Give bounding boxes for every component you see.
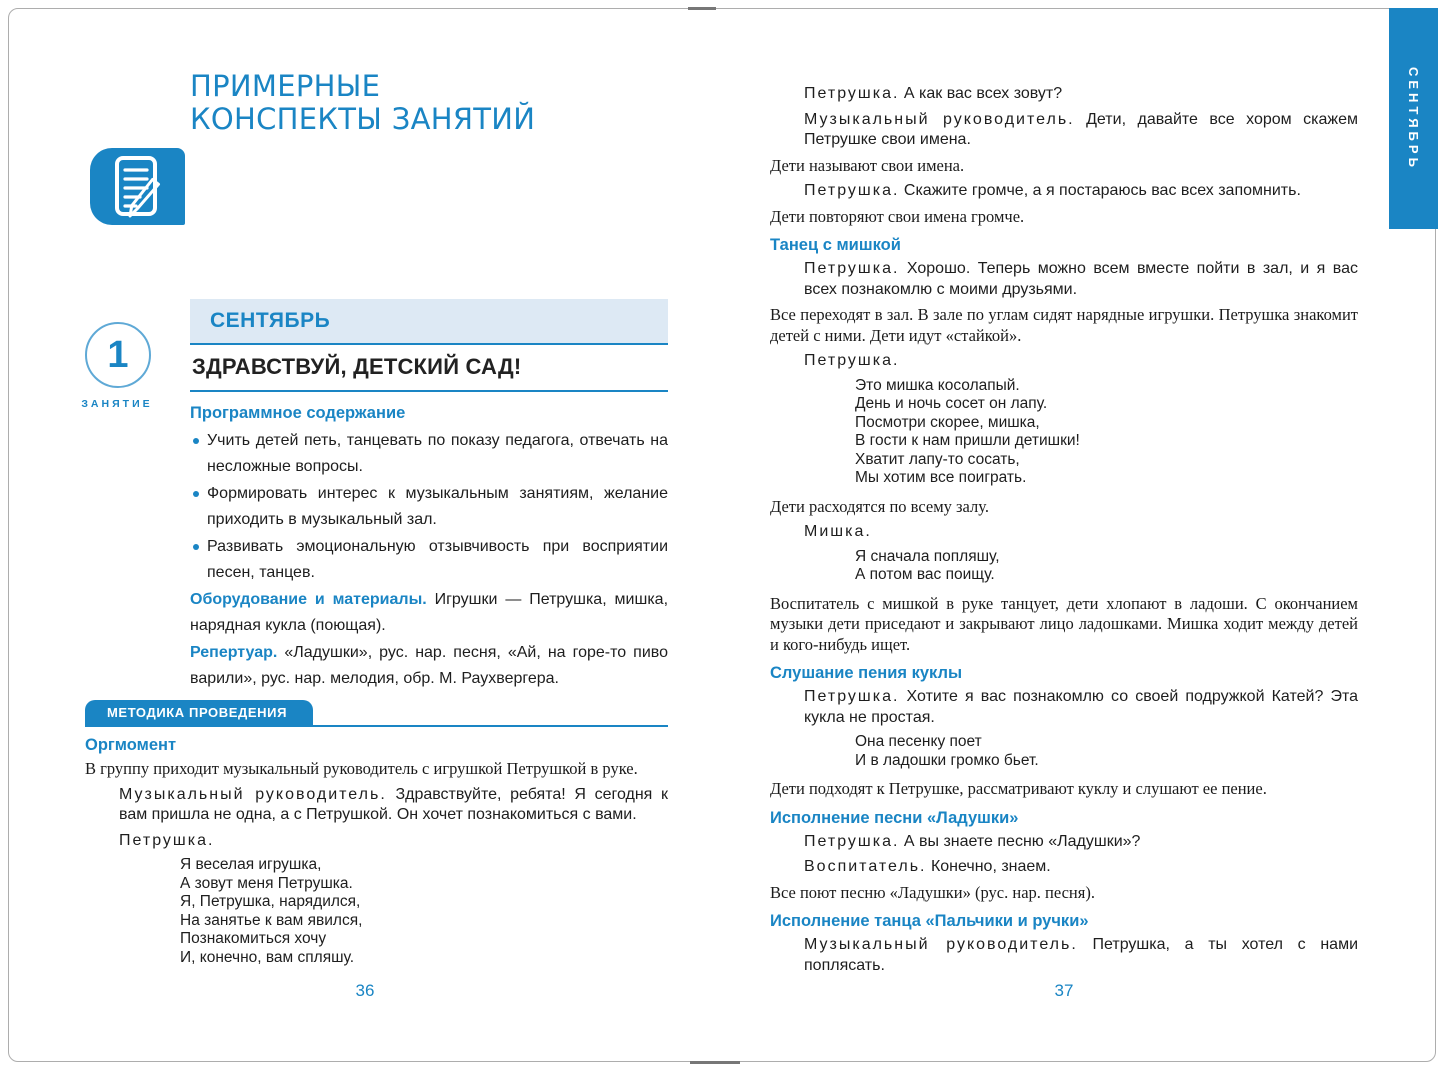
divider-rule: [85, 725, 668, 727]
lesson-badge-label: ЗАНЯТИЕ: [81, 398, 153, 410]
dialog-paragraph: Музыкальный руководитель. Петрушка, а ты хотел с нами поплясать.: [804, 936, 1359, 974]
poem-line: А потом вас поищу.: [855, 566, 995, 583]
lesson-header: [81, 299, 669, 692]
divider-rule: [190, 390, 668, 392]
poem-line: Это мишка косолапый.: [855, 376, 1020, 394]
speaker-name: Петрушка.: [804, 352, 900, 369]
method-tab: МЕТОДИКА ПРОВЕДЕНИЯ: [85, 700, 313, 725]
speaker-name: Музыкальный руководитель.: [804, 110, 1075, 128]
dialog-paragraph: Музыкальный руководитель. Дети, давайте все хором скажем Петрушке свои имена.: [804, 110, 1358, 148]
speaker-line: [119, 831, 668, 852]
poem-line: В гости к нам пришли детишки!: [855, 432, 1080, 449]
poem-line: Посмотри скорее, мишка,: [855, 413, 1040, 431]
right-page-content: [770, 72, 1358, 976]
stage-direction: Дети подходят к Петрушке, рассматривают куклу и слушают ее пение.: [770, 779, 1267, 798]
program-content-section: [190, 404, 668, 692]
poem-line: Я, Петрушка, нарядился,: [180, 893, 361, 910]
poem-line: Познакомиться хочу: [180, 930, 327, 947]
poem-line: А зовут меня Петрушка.: [180, 874, 353, 892]
poem-line: Она песенку поет: [855, 733, 982, 750]
dialog-paragraph: Петрушка. А как вас всех зовут?: [804, 85, 1063, 102]
month-band: [190, 299, 668, 343]
section-heading: Слушание пения куклы: [770, 664, 963, 682]
speaker-name: Петрушка.: [804, 182, 900, 199]
speaker-name: Воспитатель.: [804, 858, 927, 875]
speaker-line: [804, 351, 1358, 372]
stage-direction: Дети называют свои имена.: [770, 155, 965, 175]
lesson-number-badge: [85, 322, 151, 388]
binding-mark-top: [688, 7, 716, 10]
speaker-name: Музыкальный руководитель.: [119, 785, 387, 803]
equipment-text: Игрушки — Петрушка, мишка, нарядная кукла (поющая).: [190, 591, 669, 634]
document-pencil-icon: [90, 148, 185, 225]
repertoire-paragraph: [190, 640, 668, 692]
poem: [855, 733, 1358, 770]
left-page-content: [85, 736, 668, 967]
objective-item: Формировать интерес к музыкальным занятиям, желание приходить в музыкальный зал.: [190, 481, 668, 533]
dialog-paragraph: Петрушка. Хорошо. Теперь можно всем вместе пойти в зал, и я вас всех познакомлю с моими друзьями.: [804, 260, 1358, 298]
stage-direction: Все поют песню «Ладушки» (рус. нар. песня).: [770, 882, 1095, 902]
section-heading: Исполнение танца «Пальчики и ручки»: [770, 912, 1089, 930]
stage-direction: В группу приходит музыкальный руководитель с игрушкой Петрушкой в руке.: [85, 759, 638, 778]
lesson-number: 1: [107, 333, 129, 376]
speaker-line: [804, 522, 1358, 543]
program-heading: Программное содержание: [190, 404, 406, 422]
lesson-title: ЗДРАВСТВУЙ, ДЕТСКИЙ САД!: [192, 354, 522, 379]
speaker-name: Петрушка.: [119, 831, 215, 849]
month-band-label: СЕНТЯБРЬ: [210, 309, 331, 332]
binding-mark-bottom: [690, 1061, 740, 1064]
right-page: [770, 70, 1358, 981]
dialog-paragraph: Воспитатель. Конечно, знаем.: [804, 858, 1051, 875]
poem-line: Я сначала попляшу,: [855, 547, 1000, 565]
speaker-name: Мишка.: [804, 523, 872, 540]
method-section-header: [85, 700, 668, 727]
poem: [855, 377, 1358, 488]
poem-line: И, конечно, вам спляшу.: [180, 948, 355, 966]
chapter-title: [190, 70, 668, 136]
dialog-paragraph: Петрушка. Хотите я вас познакомлю со своей подружкой Катей? Эта кукла не простая.: [804, 688, 1358, 726]
poem: [180, 856, 668, 967]
objective-item: Развивать эмоциональную отзывчивость при восприятии песен, танцев.: [190, 534, 668, 586]
section-heading: Оргмомент: [85, 736, 177, 754]
repertoire-text: «Ладушки», рус. нар. песня, «Ай, на горе-то пиво варили», рус. нар. мелодия, обр. М. Раухвергера.: [190, 644, 669, 687]
stage-direction: Все переходят в зал. В зале по углам сидят нарядные игрушки. Петрушка знакомит детей с ними. Дети идут «стайкой».: [770, 305, 1358, 345]
page-number-right: 37: [1054, 981, 1074, 1000]
section-heading: Танец с мишкой: [770, 236, 901, 254]
section-heading: Исполнение песни «Ладушки»: [770, 808, 1019, 827]
chapter-title-line2: КОНСПЕКТЫ ЗАНЯТИЙ: [190, 102, 536, 136]
month-side-tab-label: СЕНТЯБРЬ: [1406, 66, 1421, 171]
objectives-list: [190, 428, 668, 586]
page-number-left: 36: [355, 981, 375, 1000]
poem-line: День и ночь сосет он лапу.: [855, 395, 1048, 412]
equipment-label: Оборудование и материалы.: [190, 591, 427, 608]
poem-line: На занятье к вам явился,: [180, 911, 363, 929]
stage-direction: Воспитатель с мишкой в руке танцует, дети хлопают в ладоши. С окончанием музыки дети приседают и закрывают лицо ладошками. Мишка ходит между детей и кого-нибудь ищет.: [770, 593, 1358, 654]
dialog-paragraph: Музыкальный руководитель. Здравствуйте, ребята! Я сегодня к вам пришла не одна, а с Петрушкой. Он хочет познакомиться с вами.: [119, 785, 669, 823]
stage-direction: Дети повторяют свои имена громче.: [770, 206, 1025, 226]
stage-direction: Дети расходятся по всему залу.: [770, 496, 989, 516]
dialog-paragraph: Петрушка. А вы знаете песню «Ладушки»?: [804, 832, 1141, 850]
chapter-title-line1: ПРИМЕРНЫЕ: [190, 69, 381, 103]
dialog-paragraph: Петрушка. Скажите громче, а я постараюсь вас всех запомнить.: [804, 182, 1301, 199]
speaker-name: Петрушка.: [804, 260, 900, 277]
speaker-name: Петрушка.: [804, 85, 900, 102]
equipment-paragraph: [190, 587, 668, 639]
speaker-name: Петрушка.: [804, 688, 900, 705]
poem: [855, 548, 1358, 585]
speaker-name: Музыкальный руководитель.: [804, 936, 1078, 953]
left-page: [81, 62, 669, 976]
poem-line: Я веселая игрушка,: [180, 856, 322, 873]
poem-line: Хватит лапу-то сосать,: [855, 450, 1020, 468]
repertoire-label: Репертуар.: [190, 644, 278, 661]
speaker-name: Петрушка.: [804, 832, 900, 850]
poem-line: И в ладошки громко бьет.: [855, 751, 1039, 769]
month-side-tab: [1389, 8, 1438, 229]
poem-line: Мы хотим все поиграть.: [855, 469, 1027, 486]
objective-item: Учить детей петь, танцевать по показу педагога, отвечать на несложные вопросы.: [190, 428, 668, 480]
